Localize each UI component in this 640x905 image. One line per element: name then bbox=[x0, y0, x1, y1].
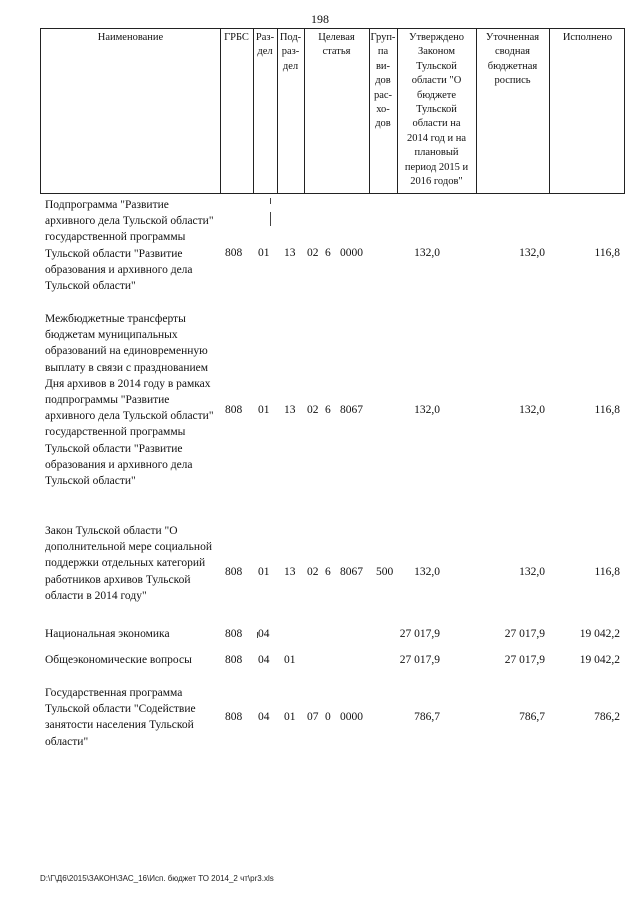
row-target-1: 07 bbox=[307, 711, 319, 723]
row-name: Общеэкономические вопросы bbox=[45, 654, 192, 666]
row-group: 500 bbox=[376, 566, 394, 578]
row-approved: 132,0 bbox=[414, 566, 440, 578]
header-target: Целевая статья bbox=[318, 32, 355, 58]
row-name: Государственная программа Тульской области "Содействие занятости населения Тульской области" bbox=[45, 687, 196, 748]
row-target-2: 0 bbox=[325, 711, 331, 723]
row-executed: 116,8 bbox=[594, 566, 620, 578]
row-grbs: 808 bbox=[225, 628, 243, 640]
row-target-3: 8067 bbox=[340, 404, 363, 416]
row-razdel: 01 bbox=[258, 404, 270, 416]
row-target-3: 0000 bbox=[340, 247, 363, 259]
row-executed: 116,8 bbox=[594, 404, 620, 416]
page-number: 198 bbox=[311, 12, 329, 26]
table-header bbox=[40, 28, 625, 194]
row-razdel: 04 bbox=[258, 654, 270, 666]
row-podrazdel: 13 bbox=[284, 404, 296, 416]
row-razdel: 01 bbox=[258, 566, 270, 578]
row-approved: 786,7 bbox=[414, 711, 440, 723]
header-razdel: Раз- дел bbox=[255, 32, 275, 58]
row-target-2: 6 bbox=[325, 247, 331, 259]
row-name: Национальная экономика bbox=[45, 628, 170, 640]
row-refined: 132,0 bbox=[519, 247, 545, 259]
row-refined: 786,7 bbox=[519, 711, 545, 723]
scan-mark bbox=[270, 212, 271, 226]
header-podrazdel: Под- раз- дел bbox=[279, 32, 302, 72]
row-podrazdel: 01 bbox=[284, 654, 296, 666]
row-podrazdel: 01 bbox=[284, 711, 296, 723]
row-target-2: 6 bbox=[325, 404, 331, 416]
row-target-1: 02 bbox=[307, 247, 319, 259]
header-group: Груп- па ви- дов рас- хо- дов bbox=[370, 32, 396, 130]
row-refined: 132,0 bbox=[519, 404, 545, 416]
row-razdel: 04 bbox=[258, 628, 270, 640]
row-executed: 116,8 bbox=[594, 247, 620, 259]
row-executed: 786,2 bbox=[594, 711, 620, 723]
row-name: Закон Тульской области "О дополнительной мере социальной поддержки отдельных категорий работников архивов Тульской области в 2014 году" bbox=[45, 525, 212, 602]
row-approved: 132,0 bbox=[414, 404, 440, 416]
row-grbs: 808 bbox=[225, 247, 243, 259]
row-executed: 19 042,2 bbox=[579, 654, 620, 666]
row-approved: 132,0 bbox=[414, 247, 440, 259]
row-razdel: 01 bbox=[258, 247, 270, 259]
row-executed: 19 042,2 bbox=[579, 628, 620, 640]
row-refined: 27 017,9 bbox=[504, 628, 545, 640]
row-grbs: 808 bbox=[225, 404, 243, 416]
header-grbs: ГРБС bbox=[224, 32, 249, 43]
row-podrazdel: 13 bbox=[284, 566, 296, 578]
row-name: Подпрограмма "Развитие архивного дела Тульской области" государственной программы Тульской области "Развитие образования и архивного дела Тульской области" bbox=[45, 199, 214, 293]
row-refined: 27 017,9 bbox=[504, 654, 545, 666]
row-target-3: 0000 bbox=[340, 711, 363, 723]
scan-mark bbox=[270, 198, 271, 204]
header-name: Наименование bbox=[97, 32, 164, 43]
row-target-1: 02 bbox=[307, 566, 319, 578]
row-grbs: 808 bbox=[225, 654, 243, 666]
row-target-3: 8067 bbox=[340, 566, 363, 578]
row-approved: 27 017,9 bbox=[399, 628, 440, 640]
file-path-footer: D:\Г\Д6\2015\ЗАКОН\ЗАС_16\Исп. бюджет ТО 2014_2 чт\pr3.xls bbox=[40, 874, 274, 883]
row-grbs: 808 bbox=[225, 566, 243, 578]
row-refined: 132,0 bbox=[519, 566, 545, 578]
row-name: Межбюджетные трансферты бюджетам муниципальных образований на единовременную выплату в связи с празднованием Дня архивов в 2014 году в рамках подпрограммы "Развитие архивного дела Тульской области" государственной программы Тульской области "Развитие образования и архивного дела Тульской области" bbox=[45, 313, 214, 488]
row-target-2: 6 bbox=[325, 566, 331, 578]
row-target-1: 02 bbox=[307, 404, 319, 416]
header-refined: Уточненная сводная бюджетная роспись bbox=[485, 32, 540, 87]
header-executed: Исполнено bbox=[562, 32, 613, 43]
header-approved: Утверждено Законом Тульской области "О бюджете Тульской области на 2014 год и на плановый период 2015 и 2016 годов" bbox=[404, 32, 469, 188]
row-razdel: 04 bbox=[258, 711, 270, 723]
row-approved: 27 017,9 bbox=[399, 654, 440, 666]
row-grbs: 808 bbox=[225, 711, 243, 723]
row-podrazdel: 13 bbox=[284, 247, 296, 259]
